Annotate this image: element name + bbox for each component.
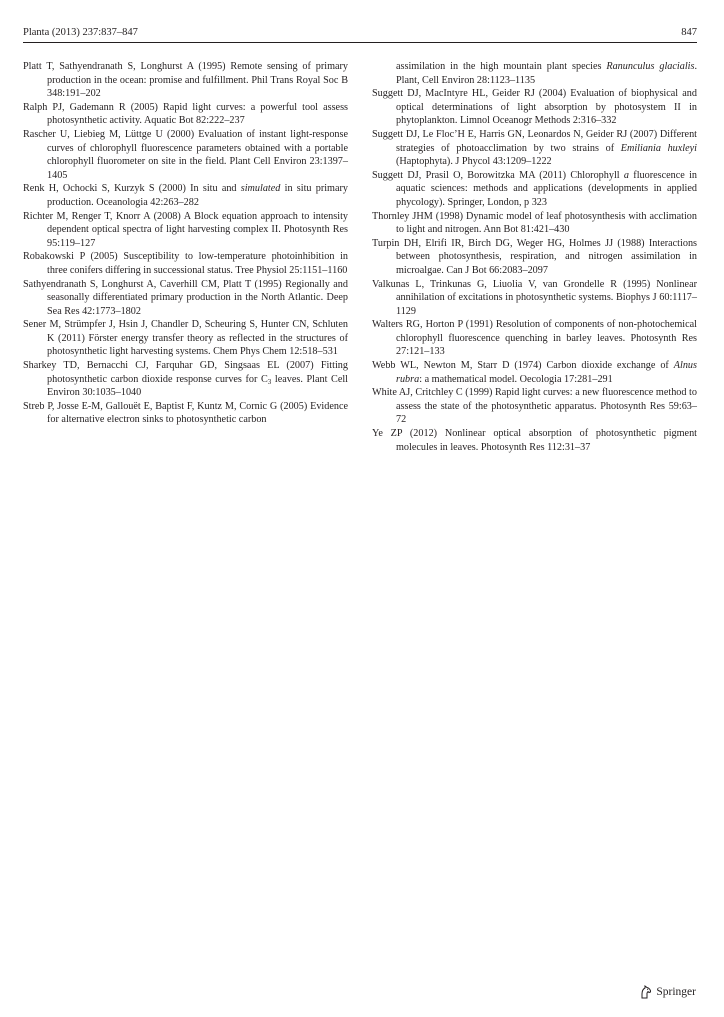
reference-item: Ralph PJ, Gademann R (2005) Rapid light curves: a powerful tool assess photosynthetic activity. Aquatic Bot 82:222–237 bbox=[23, 101, 348, 127]
reference-text: Webb WL, Newton M, Starr D (1974) Carbon dioxide exchange of bbox=[372, 360, 674, 372]
reference-item bbox=[372, 169, 697, 210]
reference-item: Rascher U, Liebieg M, Lüttge U (2000) Evaluation of instant light-response curves of chlorophyll fluorescence parameters obtained with a portable chlorophyll fluorometer on site in the field. Plant Cell Environ 23:1397–1405 bbox=[23, 128, 348, 181]
reference-continuation bbox=[372, 60, 697, 87]
reference-item: Platt T, Sathyendranath S, Longhurst A (1995) Remote sensing of primary production in the ocean: promise and fulfillment. Phil Trans Royal Soc B 348:191–202 bbox=[23, 61, 348, 100]
reference-item: Ye ZP (2012) Nonlinear optical absorption of photosynthetic pigment molecules in leaves. Photosynth Res 112:31–37 bbox=[372, 428, 697, 453]
reference-text: Suggett DJ, Le Floc’H E, Harris GN, Leonardos N, Geider RJ (2007) Different strategies of photoacclimation by two strains of bbox=[372, 128, 697, 154]
reference-text: Suggett DJ, Prasil O, Borowitzka MA (2011) Chlorophyll bbox=[372, 169, 624, 181]
reference-item: Turpin DH, Elrifi IR, Birch DG, Weger HG, Holmes JJ (1988) Interactions between photosynthesis, respiration, and nitrogen assimilation in microalgae. Can J Bot 66:2083–2097 bbox=[372, 237, 697, 276]
running-header bbox=[23, 26, 697, 43]
publisher-name: Springer bbox=[656, 986, 696, 998]
reference-item: Streb P, Josse E-M, Gallouët E, Baptist F, Kuntz M, Cornic G (2005) Evidence for alternative electron sinks to photosynthetic carbon bbox=[23, 400, 348, 426]
references-column-left bbox=[23, 60, 348, 427]
reference-item bbox=[372, 359, 697, 386]
reference-text: Renk H, Ochocki S, Kurzyk S (2000) In situ and bbox=[23, 183, 241, 195]
reference-text: leaves. Plant Cell Environ 30:1035–1040 bbox=[47, 373, 349, 399]
reference-text: assimilation in the high mountain plant species bbox=[396, 61, 607, 72]
reference-item: Suggett DJ, MacIntyre HL, Geider RJ (2004) Evaluation of biophysical and optical determinations of light absorption by photosystem II in phytoplankton. Limnol Oceanogr Methods 2:316–332 bbox=[372, 88, 697, 127]
reference-subscript: 3 bbox=[267, 377, 272, 386]
reference-text: (Haptophyta). J Phycol 43:1209–1222 bbox=[396, 156, 552, 168]
reference-italic: a bbox=[623, 169, 629, 181]
reference-item: White AJ, Critchley C (1999) Rapid light curves: a new fluorescence method to assess the state of the photosynthetic apparatus. Photosynth Res 59:63–72 bbox=[372, 387, 697, 426]
reference-item: Sathyendranath S, Longhurst A, Caverhill CM, Platt T (1995) Regionally and seasonally differentiated primary production in the North Atlantic. Deep Sea Res 42:1773–1802 bbox=[23, 278, 348, 317]
reference-item: Richter M, Renger T, Knorr A (2008) A Block equation approach to intensity dependent optical spectra of light harvesting complex II. Photosynth Res 95:119–127 bbox=[23, 210, 348, 249]
reference-text: : a mathematical model. Oecologia 17:281–291 bbox=[419, 373, 613, 385]
reference-italic: Ranunculus glacialis bbox=[606, 61, 695, 72]
reference-text: fluorescence in aquatic sciences: methods and applications (developments in applied phycology). Springer, London, p 323 bbox=[396, 169, 697, 208]
reference-item: Robakowski P (2005) Susceptibility to low-temperature photoinhibition in three conifers differing in successional status. Tree Physiol 25:1151–1160 bbox=[23, 251, 348, 276]
reference-item: Thornley JHM (1998) Dynamic model of leaf photosynthesis with acclimation to light and nitrogen. Ann Bot 81:421–430 bbox=[372, 210, 697, 236]
reference-item bbox=[372, 128, 697, 169]
reference-text: . Plant, Cell Environ 28:1123–1135 bbox=[396, 61, 697, 86]
references-column-right bbox=[372, 60, 697, 454]
springer-horse-icon bbox=[639, 985, 653, 999]
publisher-footer bbox=[639, 985, 696, 999]
journal-citation: Planta (2013) 237:837–847 bbox=[23, 27, 138, 38]
reference-italic: Alnus rubra bbox=[396, 360, 697, 385]
reference-italic: simulated bbox=[240, 183, 281, 195]
reference-item bbox=[23, 359, 348, 400]
reference-text: in situ primary production. Oceanologia 42:263–282 bbox=[47, 183, 348, 208]
page-number: 847 bbox=[681, 27, 697, 38]
reference-item: Valkunas L, Trinkunas G, Liuolia V, van Grondelle R (1995) Nonlinear annihilation of excitations in photosynthetic systems. Biophys J 60:1117–1129 bbox=[372, 278, 697, 317]
reference-italic: Emiliania huxleyi bbox=[620, 142, 697, 154]
reference-item: Walters RG, Horton P (1991) Resolution of components of non-photochemical chlorophyll fluorescence quenching in barley leaves. Photosynth Res 27:121–133 bbox=[372, 319, 697, 358]
reference-item bbox=[23, 182, 348, 209]
reference-item: Sener M, Strümpfer J, Hsin J, Chandler D, Scheuring S, Hunter CN, Schluten K (2011) Förster energy transfer theory as reflected in the structures of photosynthetic light harvesting systems. Chem Phys Chem 12:518–531 bbox=[23, 319, 348, 358]
reference-text: Sharkey TD, Bernacchi CJ, Farquhar GD, Singsaas EL (2007) Fitting photosynthetic carbon dioxide response curves for C bbox=[23, 360, 348, 385]
